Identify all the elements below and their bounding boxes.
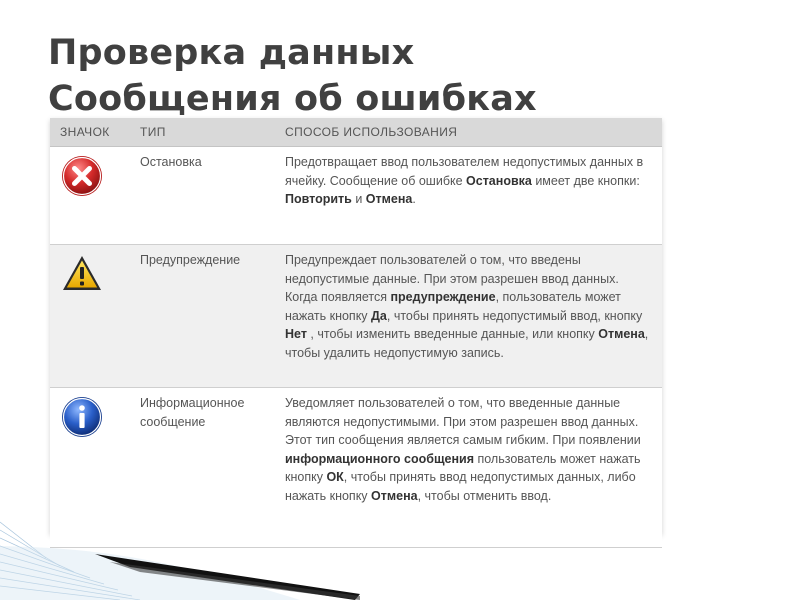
- usage-text: имеет две кнопки:: [531, 173, 640, 188]
- table-row: [50, 245, 662, 388]
- header-type: ТИП: [130, 118, 275, 147]
- type-cell: Предупреждение: [130, 245, 275, 388]
- usage-text: , пользователь может нажать кнопку: [285, 290, 621, 323]
- usage-bold-term: Нет: [285, 327, 307, 341]
- usage-bold-term: Да: [371, 308, 387, 323]
- decorative-corner-swoosh: [0, 510, 800, 600]
- usage-text: пользователь может нажать кнопку: [285, 451, 641, 484]
- type-cell: Остановка: [130, 147, 275, 245]
- slide-title-line-1: Проверка данных: [48, 33, 415, 73]
- table-header-row: [50, 118, 662, 147]
- header-usage: СПОСОБ ИСПОЛЬЗОВАНИЯ: [275, 118, 662, 147]
- usage-bold-term: Отмена: [371, 488, 418, 503]
- usage-text: , чтобы принять ввод недопустимых данных, либо нажать кнопку: [285, 470, 636, 503]
- usage-bold-term: Остановка: [466, 173, 532, 188]
- usage-text: , чтобы отменить ввод.: [417, 488, 552, 503]
- warning-icon: [60, 252, 104, 296]
- icon-cell: [50, 245, 130, 388]
- usage-text: и: [351, 192, 366, 206]
- usage-text: , чтобы удалить недопустимую запись.: [285, 327, 649, 360]
- slide-title-line-2: Сообщения об ошибках: [48, 79, 537, 118]
- usage-bold-term: Повторить: [285, 192, 352, 206]
- error-message-types-table: [50, 118, 662, 548]
- usage-text: , чтобы принять недопустимый ввод, кнопку: [386, 308, 643, 323]
- usage-bold-term: Отмена: [365, 192, 413, 206]
- icon-cell: [50, 147, 130, 245]
- header-icon: ЗНАЧОК: [50, 118, 130, 147]
- slide-title: [48, 30, 537, 118]
- usage-cell: [275, 245, 662, 388]
- usage-bold-term: предупреждение: [390, 290, 496, 304]
- usage-text: Предупреждает пользователей о том, что введены недопустимые данные. При этом разрешен ввод данных. Когда появляется: [285, 253, 619, 304]
- usage-cell: [275, 147, 662, 245]
- usage-text: Уведомляет пользователей о том, что введенные данные являются недопустимыми. При этом разрешен ввод данных. Этот тип сообщения является самым гибким. При появлении: [285, 396, 641, 447]
- usage-bold-term: информационного сообщения: [285, 451, 475, 466]
- usage-text: , чтобы изменить введенные данные, или кнопку: [306, 327, 599, 341]
- table-row: [50, 147, 662, 245]
- usage-text: Предотвращает ввод пользователем недопустимых данных в ячейку. Сообщение об ошибке: [285, 155, 644, 188]
- usage-bold-term: Отмена: [598, 327, 645, 341]
- usage-bold-term: ОК: [326, 470, 344, 484]
- type-cell: Информационное сообщение: [130, 388, 275, 548]
- information-icon: [60, 395, 104, 439]
- stop-error-icon: [60, 154, 104, 198]
- usage-text: .: [412, 192, 416, 206]
